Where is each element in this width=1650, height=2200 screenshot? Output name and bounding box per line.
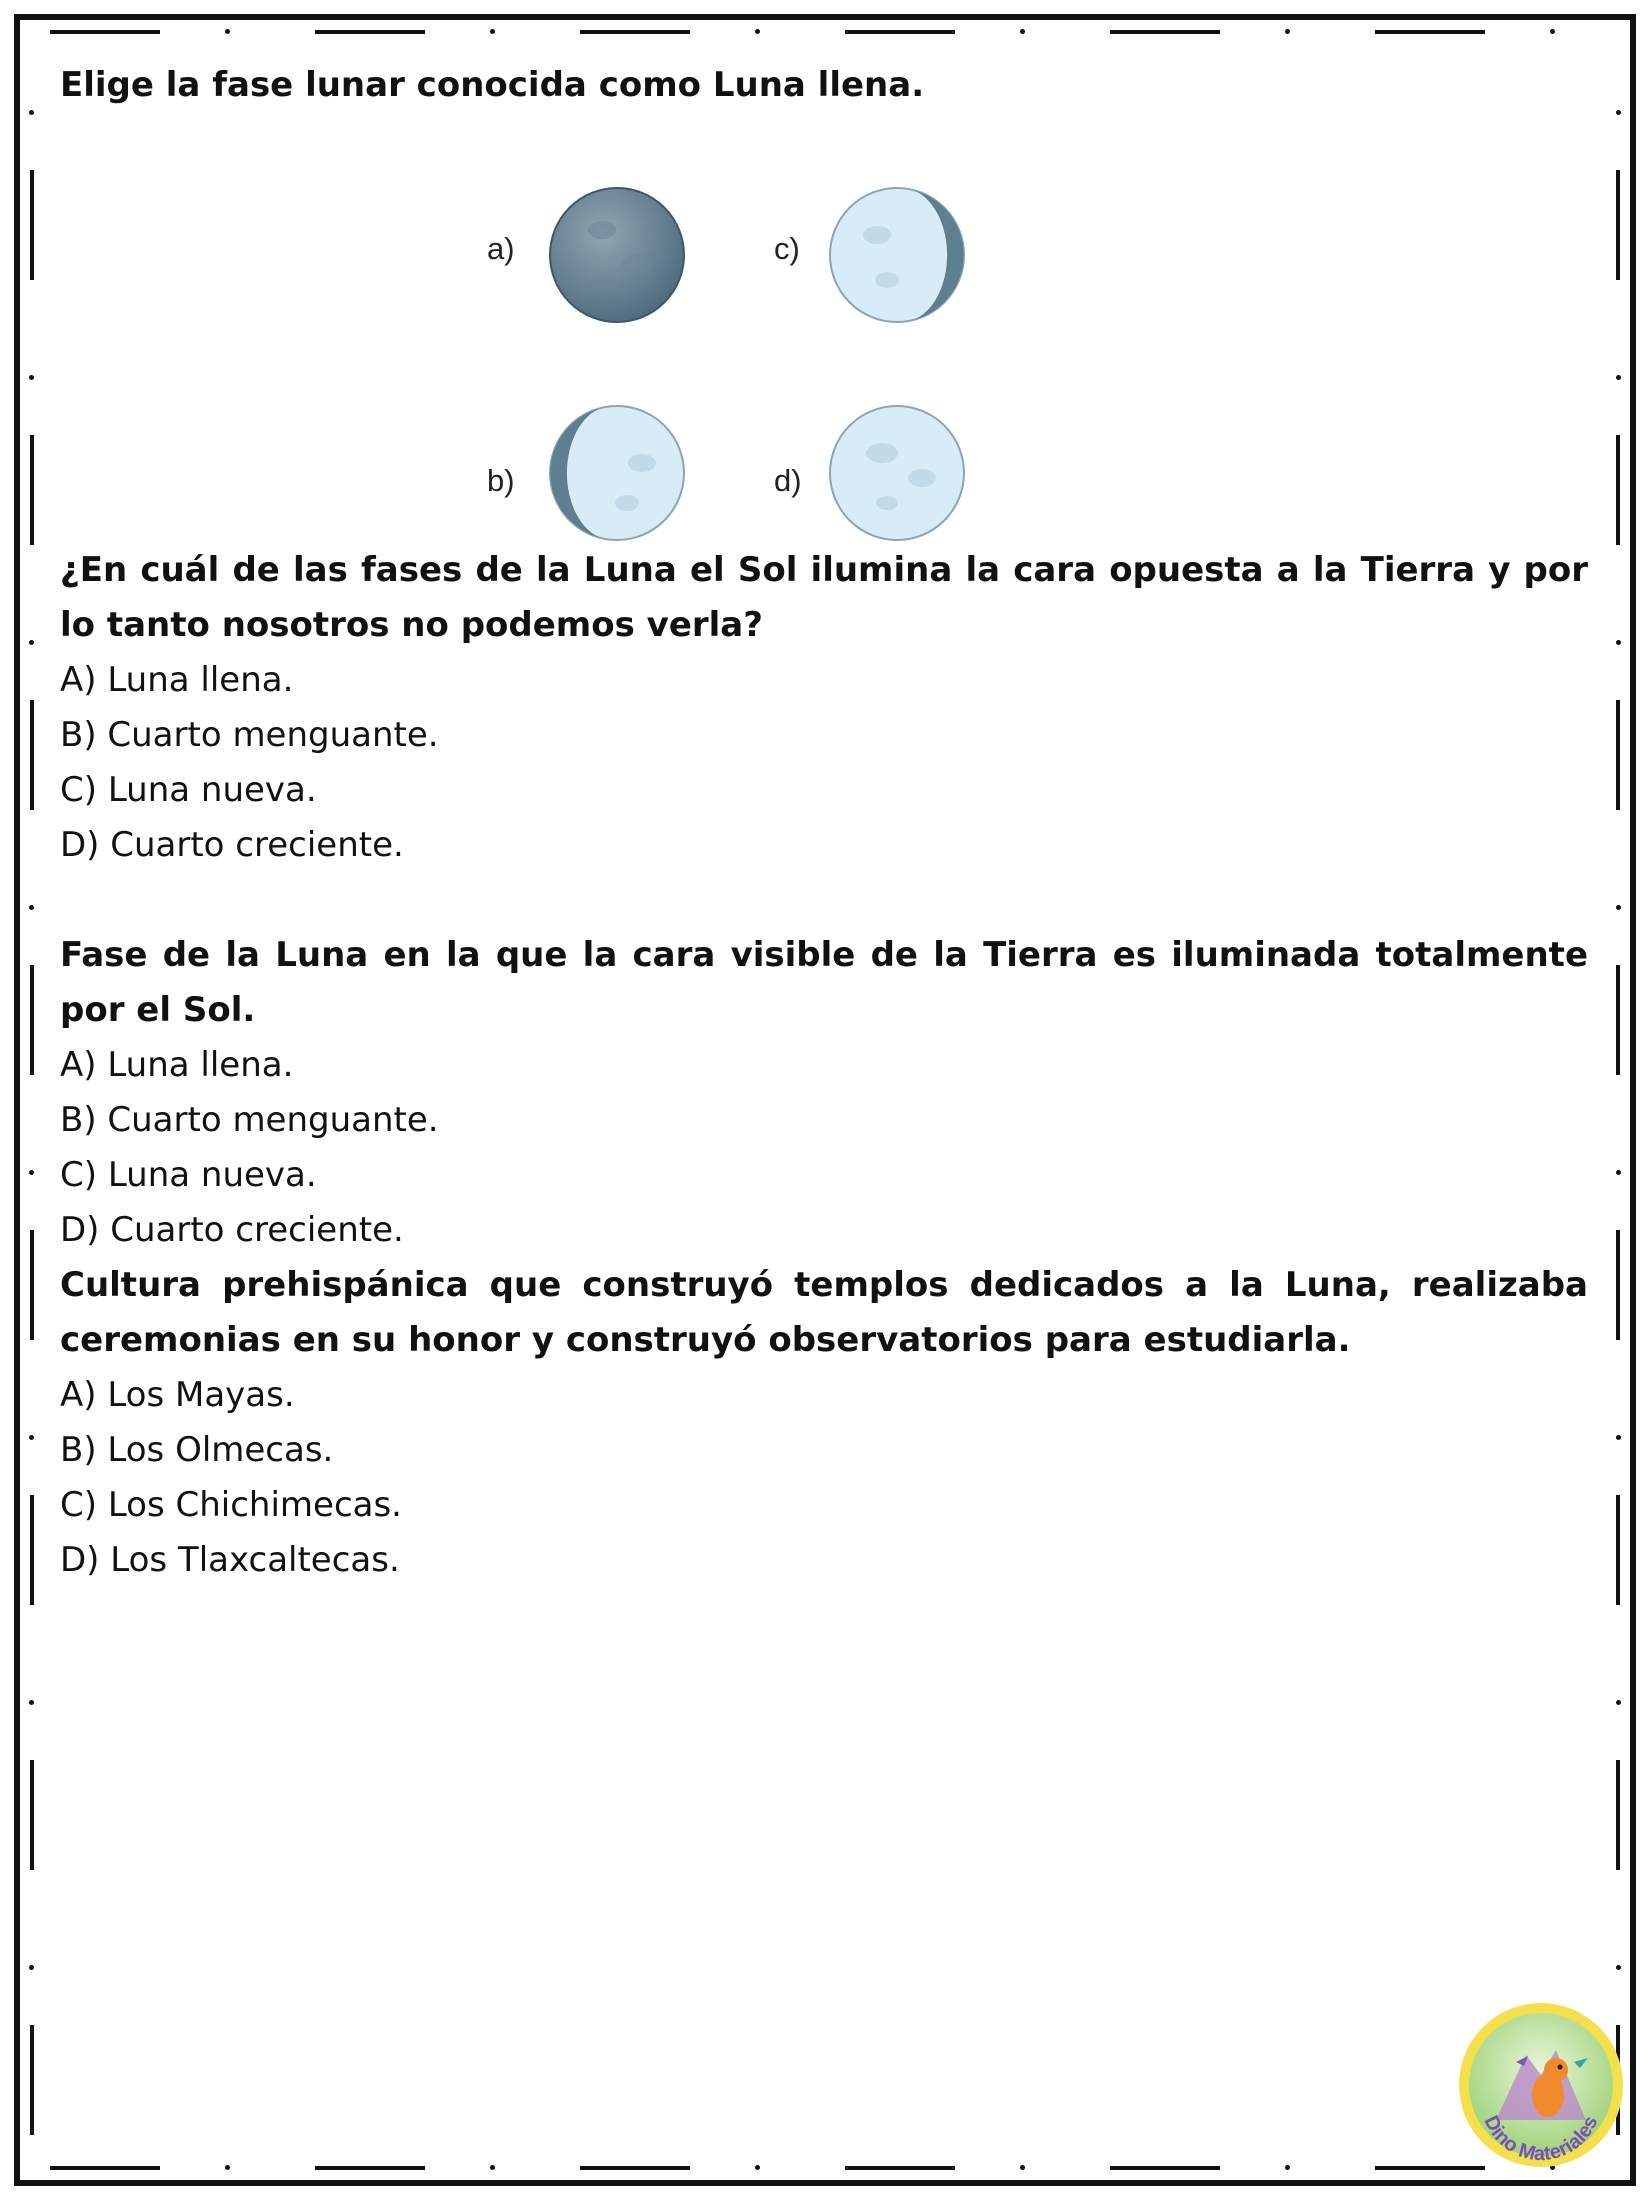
border-dash [1110,30,1220,34]
dinosaur-logo-icon [1456,2000,1626,2170]
border-dot [1616,640,1621,645]
border-dot [225,2165,230,2170]
question-3-option-c[interactable]: C) Luna nueva. [60,1155,317,1195]
border-dot [1550,29,1555,34]
border-dot [29,1435,34,1440]
border-dash [1616,700,1620,810]
border-dot [1020,2165,1025,2170]
spacer [60,873,1588,928]
border-dash [315,30,425,34]
question-2-option-b[interactable]: B) Cuarto menguante. [60,715,439,755]
question-1-text: Elige la fase lunar conocida como Luna llena. [60,65,925,105]
border-dot [1285,2165,1290,2170]
border-dash [30,435,34,545]
question-4-text: Cultura prehispánica que construyó templos dedicados a la Luna, realizaba ceremonias en su honor y construyó observatorios para estudiarla. [60,1265,1588,1360]
question-3-option-d[interactable]: D) Cuarto creciente. [60,1210,404,1250]
full-moon-icon[interactable] [827,403,967,543]
border-dash [1375,30,1485,34]
border-dot [1285,29,1290,34]
border-dot [755,2165,760,2170]
border-dash [1616,965,1620,1075]
question-4-option-c[interactable]: C) Los Chichimecas. [60,1485,402,1525]
border-dot [490,2165,495,2170]
moon-phase-options [60,113,1588,543]
new-moon-icon[interactable] [547,185,687,325]
question-3-text: Fase de la Luna en la que la cara visible de la Tierra es iluminada totalmente por el Sol. [60,935,1588,1030]
waxing-crescent-moon-icon[interactable] [547,403,687,543]
border-dash [315,2166,425,2170]
border-dash [30,170,34,280]
logo-text: Dino Materiales [1479,2112,1603,2166]
border-dash [30,2025,34,2135]
border-dot [1616,1435,1621,1440]
border-dot [490,29,495,34]
worksheet-content [60,58,1588,1588]
border-dot [1616,110,1621,115]
border-dot [1616,1170,1621,1175]
border-dot [1020,29,1025,34]
question-2-text: ¿En cuál de las fases de la Luna el Sol ilumina la cara opuesta a la Tierra y por lo tanto nosotros no podemos verla? [60,550,1588,645]
border-dot [29,1700,34,1705]
border-dash [1616,1495,1620,1605]
question-3-option-b[interactable]: B) Cuarto menguante. [60,1100,439,1140]
border-dot [1616,905,1621,910]
moon-label-d: d) [774,463,802,498]
border-dash [30,700,34,810]
question-4-option-d[interactable]: D) Los Tlaxcaltecas. [60,1540,400,1580]
border-dot [29,375,34,380]
question-4-option-a[interactable]: A) Los Mayas. [60,1375,295,1415]
border-dot [755,29,760,34]
border-dash [30,965,34,1075]
border-dash [1110,2166,1220,2170]
border-dash [580,30,690,34]
border-dash [845,2166,955,2170]
border-dot [1616,1700,1621,1705]
border-dash [50,30,160,34]
border-dash [1616,1760,1620,1870]
question-2-option-d[interactable]: D) Cuarto creciente. [60,825,404,865]
border-dash [30,1230,34,1340]
moon-label-a: a) [487,231,515,266]
border-dash [1616,1230,1620,1340]
border-dot [29,1170,34,1175]
border-dot [29,640,34,645]
border-dash [845,30,955,34]
border-dot [29,905,34,910]
moon-label-c: c) [774,231,800,266]
border-dot [1616,1965,1621,1970]
question-3-option-a[interactable]: A) Luna llena. [60,1045,294,1085]
waning-crescent-moon-icon[interactable] [827,185,967,325]
border-dot [1616,375,1621,380]
question-4-option-b[interactable]: B) Los Olmecas. [60,1430,334,1470]
border-dash [580,2166,690,2170]
border-dot [29,1965,34,1970]
border-dash [1616,435,1620,545]
border-dash [50,2166,160,2170]
question-2-option-a[interactable]: A) Luna llena. [60,660,294,700]
border-dash [1616,170,1620,280]
border-dash [30,1495,34,1605]
border-dot [29,110,34,115]
question-2-option-c[interactable]: C) Luna nueva. [60,770,317,810]
border-dot [225,29,230,34]
moon-label-b: b) [487,463,515,498]
border-dash [30,1760,34,1870]
